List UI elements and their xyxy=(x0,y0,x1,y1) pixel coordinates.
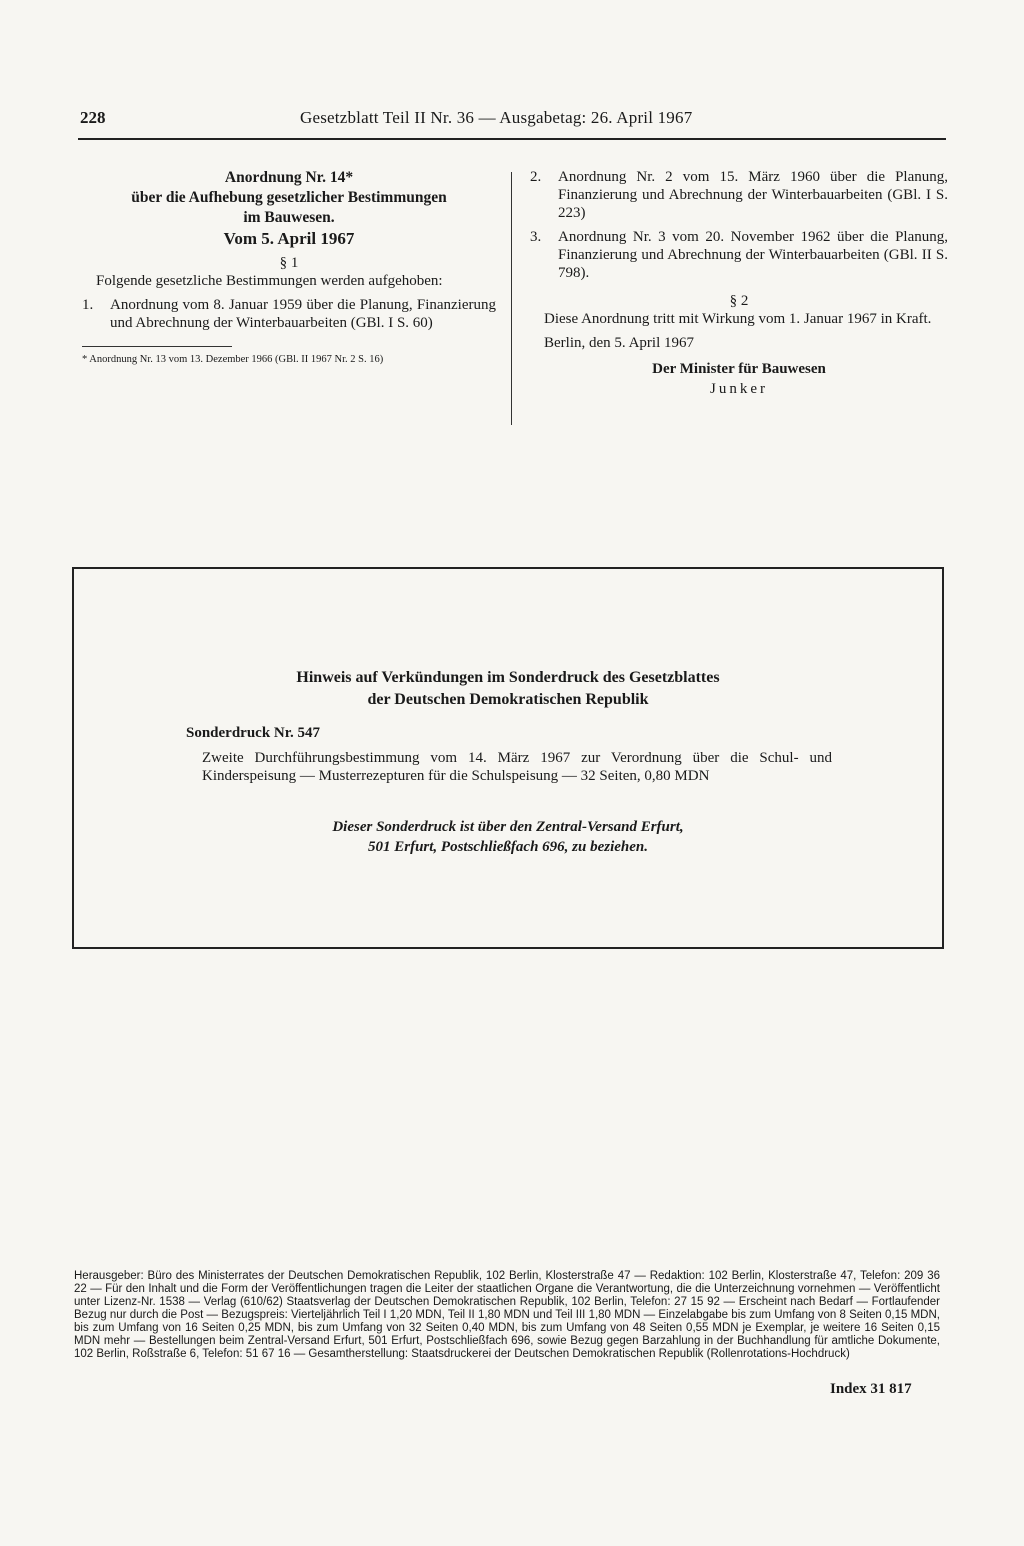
footnote-rule xyxy=(82,346,232,347)
notice-ordering-line-1: Dieser Sonderdruck ist über den Zentral-Versand Erfurt, xyxy=(332,819,684,835)
list-item xyxy=(82,296,496,332)
notice-text: Zweite Durchführungsbestimmung vom 14. März 1967 zur Verordnung über die Schul- und Kinderspeisung — Musterrezepturen für die Schulspeisung — 32 Seiten, 0,80 MDN xyxy=(202,750,832,784)
section-1-mark: § 1 xyxy=(279,255,299,271)
notice-title xyxy=(74,667,942,711)
page-number: 228 xyxy=(80,108,106,127)
place-date: Berlin, den 5. April 1967 xyxy=(544,335,694,351)
special-print-notice-box xyxy=(72,567,944,949)
signer-name: Junker xyxy=(710,381,768,397)
list-item-number: 2. xyxy=(530,169,542,185)
list-item-text: Anordnung Nr. 3 vom 20. November 1962 über die Planung, Finanzierung und Abrechnung der Winterbauarbeiten (GBl. II S. 798). xyxy=(558,229,948,281)
section-2-mark: § 2 xyxy=(729,293,749,309)
column-divider xyxy=(511,172,512,425)
publisher-imprint: Herausgeber: Büro des Ministerrates der Deutschen Demokratischen Republik, 102 Berlin, Klosterstraße 47 — Redaktion: 102 Berlin, Klosterstraße 47, Telefon: 209 36 22 — Für den Inhalt und die Form der Veröffentlichungen tragen die Leiter der staatlichen Organe die Verantwortung, die die Unterzeichnung vornehmen — Veröffentlicht unter Lizenz-Nr. 1538 — Verlag (610/62) Staatsverlag der Deutschen Demokratischen Republik, 102 Berlin, Telefon: 27 15 92 — Erscheint nach Bedarf — Fortlaufender Bezug nur durch die Post — Bezugspreis: Vierteljährlich Teil I 1,20 MDN, Teil II 1,80 MDN und Teil III 1,80 MDN — Einzelabgabe bis zum Umfang von 8 Seiten 0,15 MDN, bis zum Umfang von 16 Seiten 0,25 MDN, bis zum Umfang von 32 Seiten 0,40 MDN, bis zum Umfang von 48 Seiten 0,55 MDN je Exemplar, je weitere 16 Seiten 0,15 MDN mehr — Bestellungen beim Zentral-Versand Erfurt, 501 Erfurt, Postschließfach 696, sowie Bezug gegen Barzahlung in der Buchhandlung für amtliche Dokumente, 102 Berlin, Roßstraße 6, Telefon: 51 67 16 — Gesamtherstellung: Staatsdruckerei der Deutschen Demokratischen Republik (Rollenrotations-Hochdruck) xyxy=(74,1270,940,1360)
list-item xyxy=(530,168,948,222)
footnote: * Anordnung Nr. 13 vom 13. Dezember 1966 (GBl. II 1967 Nr. 2 S. 16) xyxy=(82,354,384,365)
section-2-text: Diese Anordnung tritt mit Wirkung vom 1. Januar 1967 in Kraft. xyxy=(544,311,932,327)
ordinance-title-line-1: Anordnung Nr. 14* xyxy=(224,169,354,186)
notice-ordering-info xyxy=(74,817,942,857)
notice-title-line-2: der Deutschen Demokratischen Republik xyxy=(367,691,649,708)
ordinance-title-line-2: über die Aufhebung gesetzlicher Bestimmungen xyxy=(131,189,447,206)
gazette-header-title: Gesetzblatt Teil II Nr. 36 — Ausgabetag: 26. April 1967 xyxy=(300,108,693,127)
notice-label: Sonderdruck Nr. 547 xyxy=(186,725,321,741)
ordinance-title-line-3: im Bauwesen. xyxy=(243,209,335,226)
index-number: Index 31 817 xyxy=(830,1381,912,1397)
list-item-text: Anordnung Nr. 2 vom 15. März 1960 über die Planung, Finanzierung und Abrechnung der Winterbauarbeiten (GBl. I S. 223) xyxy=(558,169,948,221)
list-item xyxy=(530,228,948,282)
signer-title: Der Minister für Bauwesen xyxy=(652,361,826,377)
left-column xyxy=(82,168,496,366)
list-item-number: 3. xyxy=(530,229,542,245)
notice-title-line-1: Hinweis auf Verkündungen im Sonderdruck des Gesetzblattes xyxy=(296,669,720,686)
list-item-number: 1. xyxy=(82,297,94,313)
ordinance-date: Vom 5. April 1967 xyxy=(223,229,355,248)
header-rule xyxy=(78,138,946,140)
section-1-intro: Folgende gesetzliche Bestimmungen werden aufgehoben: xyxy=(96,273,443,289)
notice-ordering-line-2: 501 Erfurt, Postschließfach 696, zu beziehen. xyxy=(367,839,649,855)
list-item-text: Anordnung vom 8. Januar 1959 über die Planung, Finanzierung und Abrechnung der Winterbauarbeiten (GBl. I S. 60) xyxy=(110,297,496,331)
right-column xyxy=(530,168,948,398)
